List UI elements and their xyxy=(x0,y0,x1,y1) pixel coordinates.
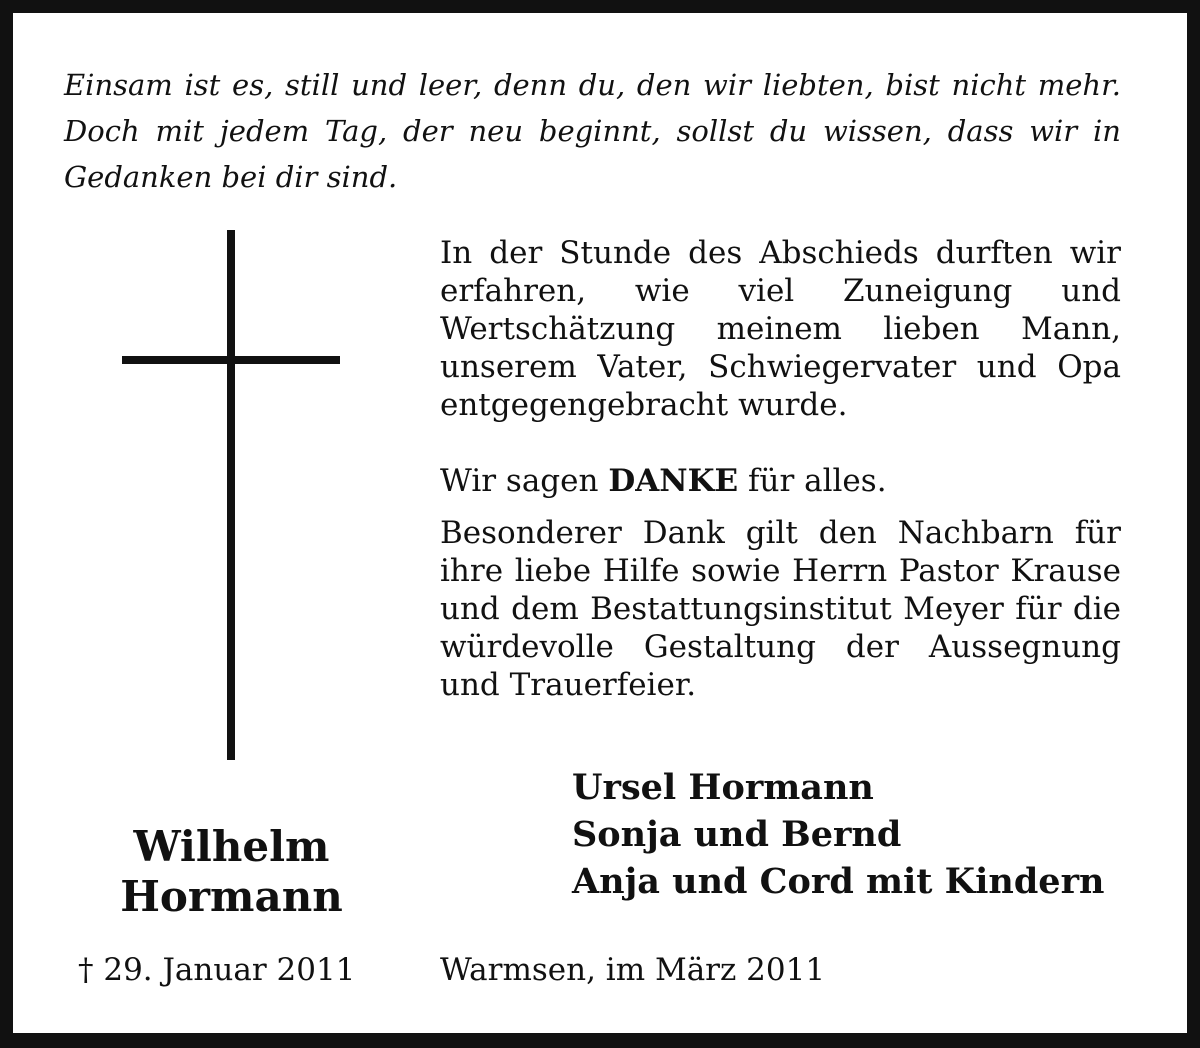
cross-horizontal-beam xyxy=(122,356,340,364)
deceased-first-name: Wilhelm xyxy=(133,822,330,871)
deceased-name xyxy=(60,822,403,922)
thanks-paragraph-danke xyxy=(440,462,1121,500)
thanks-danke-after: für alles. xyxy=(738,463,887,499)
thanks-danke-bold: DANKE xyxy=(608,463,739,499)
thanks-paragraph-special: Besonderer Dank gilt den Nachbarn für ihre liebe Hilfe sowie Herrn Pastor Krause und dem Bestattungsinstitut Meyer für die würdevolle Gestaltung der Aussegnung und Trauerfeier. xyxy=(440,515,1121,703)
mourner-name: Sonja und Bernd xyxy=(572,814,902,855)
deceased-last-name: Hormann xyxy=(120,872,343,921)
mourners-list xyxy=(572,764,1104,905)
place-and-date: Warmsen, im März 2011 xyxy=(440,952,826,988)
thanks-danke-before: Wir sagen xyxy=(440,463,609,499)
death-date: † 29. Januar 2011 xyxy=(78,952,356,988)
memorial-verse: Einsam ist es, still und leer, denn du, den wir liebten, bist nicht mehr. Doch mit jedem Tag, der neu beginnt, sollst du wissen, dass wir in Gedanken bei dir sind. xyxy=(64,68,1121,194)
cross-vertical-beam xyxy=(227,230,235,760)
mourner-name: Ursel Hormann xyxy=(572,767,874,808)
thanks-paragraph-intro: In der Stunde des Abschieds durften wir erfahren, wie viel Zuneigung und Wertschätzung meinem lieben Mann, unserem Vater, Schwiegervater und Opa entgegengebracht wurde. xyxy=(440,235,1121,423)
mourner-name: Anja und Cord mit Kindern xyxy=(572,861,1105,902)
